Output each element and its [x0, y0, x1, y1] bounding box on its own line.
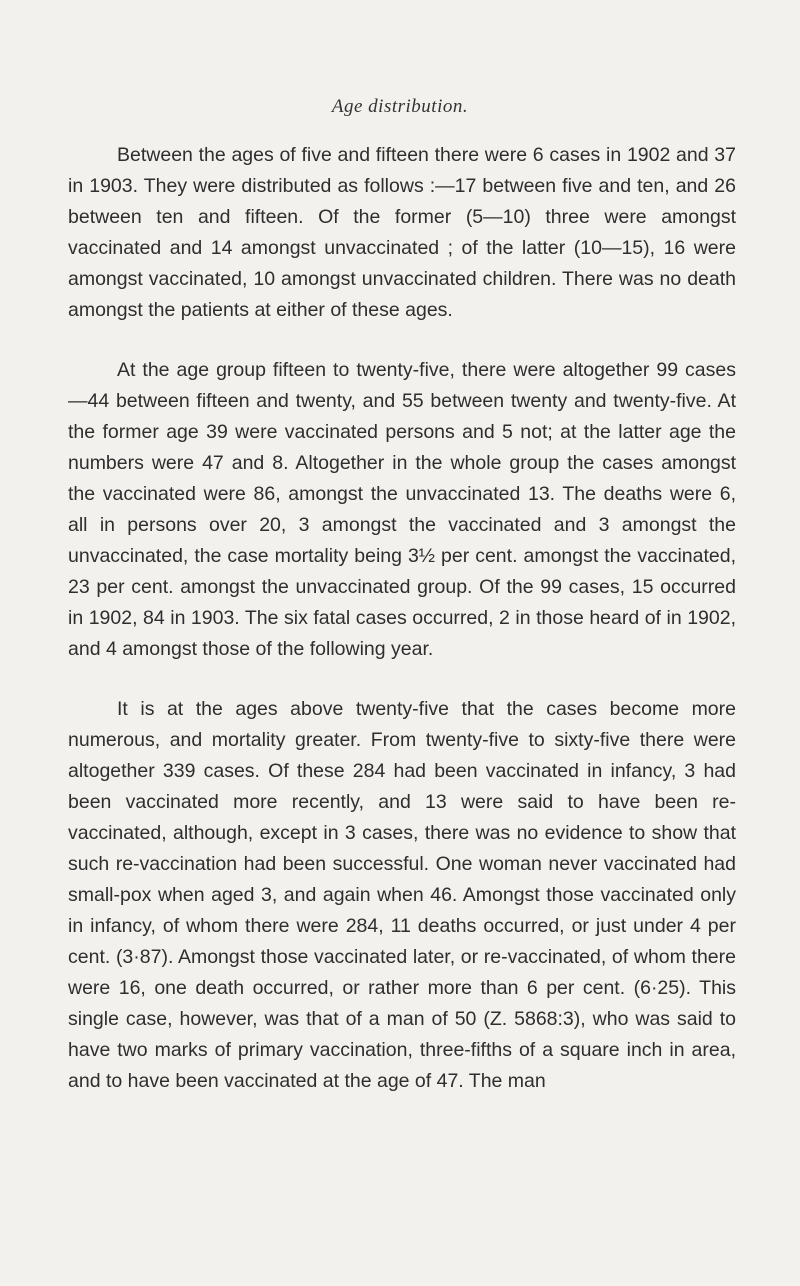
paragraph-ages-fifteen-to-twenty-five: At the age group fifteen to twenty-five, there were altogether 99 cases—44 between fifteen and twenty, and 55 between twenty and twenty-five. At the former age 39 were vaccinated persons and 5 not; at the latter age the numbers were 47 and 8. Altogether in the whole group the cases amongst the vaccinated were 86, amongst the unvaccinated 13. The deaths were 6, all in persons over 20, 3 amongst the vaccinated and 3 amongst the unvaccinated, the case mortality being 3½ per cent. amongst the vaccinated, 23 per cent. amongst the unvaccinated group. Of the 99 cases, 15 occurred in 1902, 84 in 1903. The six fatal cases occurred, 2 in those heard of in 1902, and 4 amongst those of the following year. — [68, 359, 736, 660]
body-text — [68, 140, 736, 1097]
paragraph-ages-five-to-fifteen: Between the ages of five and fifteen there were 6 cases in 1902 and 37 in 1903. They were distributed as follows :—17 between five and ten, and 26 between ten and fifteen. Of the former (5—10) three were amongst vaccinated and 14 amongst unvaccinated ; of the latter (10—15), 16 were amongst vaccinated, 10 amongst unvaccinated children. There was no death amongst the patients at either of these ages. — [68, 144, 736, 321]
paragraph-ages-above-twenty-five: It is at the ages above twenty-five that the cases become more numerous, and mortality greater. From twenty-five to sixty-five there were altogether 339 cases. Of these 284 had been vaccinated in infancy, 3 had been vaccinated more recently, and 13 were said to have been re-vaccinated, although, except in 3 cases, there was no evidence to show that such re-vaccination had been successful. One woman never vaccinated had small-pox when aged 3, and again when 46. Amongst those vaccinated only in infancy, of whom there were 284, 11 deaths occurred, or just under 4 per cent. (3·87). Amongst those vaccinated later, or re-vaccinated, of whom there were 16, one death occurred, or rather more than 6 per cent. (6·25). This single case, however, was that of a man of 50 (Z. 5868:3), who was said to have two marks of primary vaccination, three-fifths of a square inch in area, and to have been vaccinated at the age of 47. The man — [68, 698, 736, 1092]
running-head: Age distribution. — [331, 96, 469, 117]
